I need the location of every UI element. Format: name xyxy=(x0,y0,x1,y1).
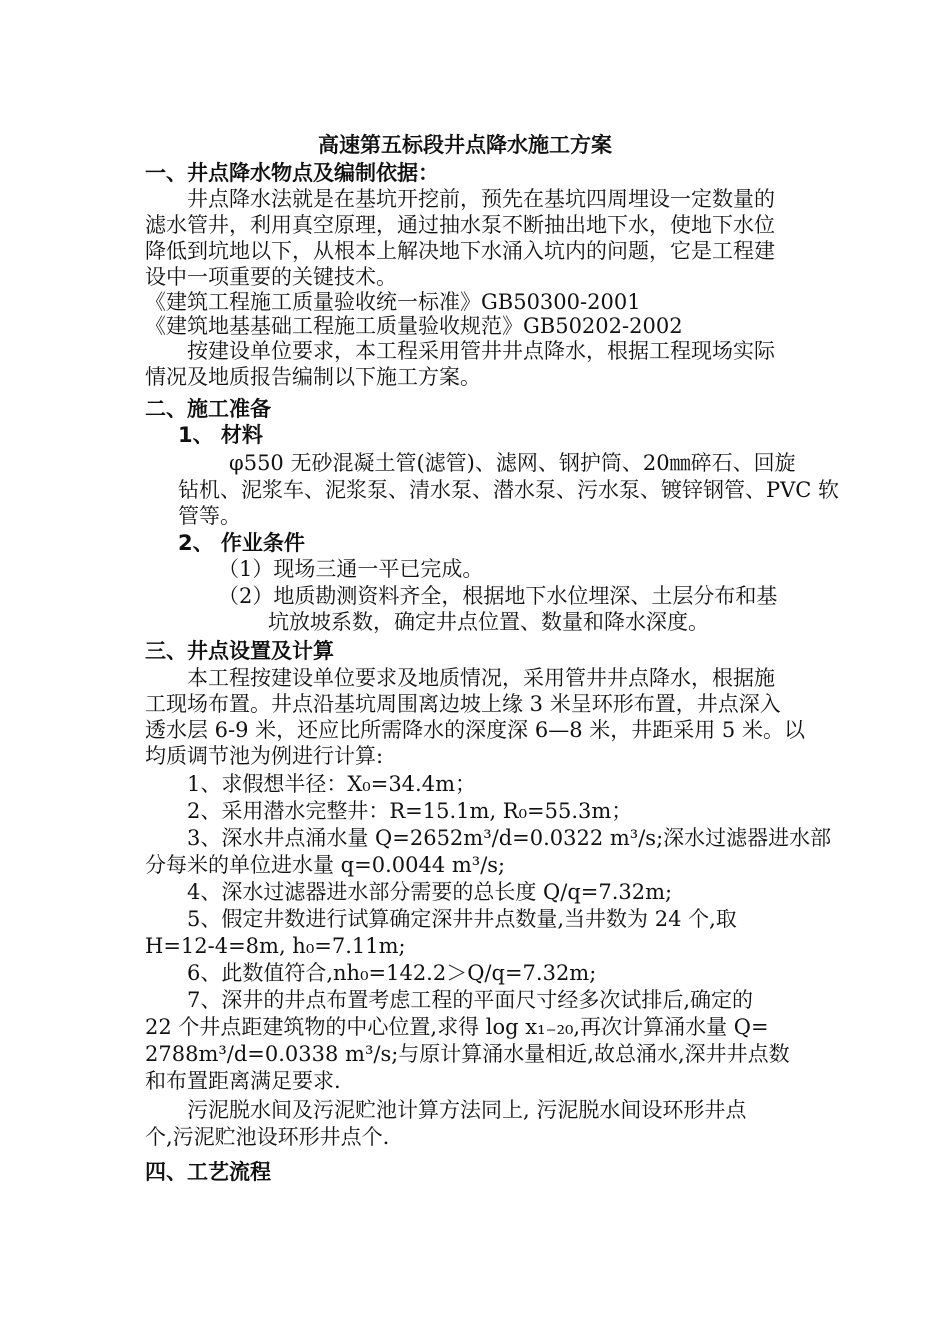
calc-step-continuation: 22 个井点距建筑物的中心位置,求得 log x₁₋₂₀,再次计算涌水量 Q= xyxy=(145,1015,769,1039)
calc-step: 2、采用潜水完整井：R=15.1m, R₀=55.3m； xyxy=(187,799,633,823)
paragraph-line: 按建设单位要求，本工程采用管井井点降水，根据工程现场实际 xyxy=(187,339,775,363)
paragraph-line: 均质调节池为例进行计算: xyxy=(145,744,384,768)
calc-step: 3、深水井点涌水量 Q=2652m³/d=0.0322 m³/s;深水过滤器进水部 xyxy=(187,826,832,850)
list-item-continuation: 坑放坡系数，确定井点位置、数量和降水深度。 xyxy=(268,610,709,634)
calc-step-continuation: 2788m³/d=0.0338 m³/s;与原计算涌水量相近,故总涌水,深井井点数 xyxy=(145,1042,790,1066)
section-heading-1: 一、井点降水物点及编制依据： xyxy=(145,161,439,185)
calc-step: 7、深井的井点布置考虑工程的平面尺寸经多次试排后,确定的 xyxy=(187,988,754,1012)
standard-reference: 《建筑地基基础工程施工质量验收规范》GB50202-2002 xyxy=(145,314,683,338)
paragraph-line: 井点降水法就是在基坑开挖前，预先在基坑四周埋设一定数量的 xyxy=(187,187,775,211)
section-heading-4: 四、工艺流程 xyxy=(145,1160,271,1184)
standard-reference: 《建筑工程施工质量验收统一标准》GB50300-2001 xyxy=(145,290,641,314)
paragraph-line: 污泥脱水间及污泥贮池计算方法同上, 污泥脱水间设环形井点 xyxy=(187,1098,747,1122)
calc-step: 6、此数值符合,nh₀=142.2＞Q/q=7.32m; xyxy=(187,961,597,985)
calc-step-continuation: 和布置距离满足要求. xyxy=(145,1069,341,1093)
document-title: 高速第五标段井点降水施工方案 xyxy=(318,133,612,157)
list-item: （2）地质勘测资料齐全，根据地下水位埋深、土层分布和基 xyxy=(218,584,778,608)
calc-step: 5、假定井数进行试算确定深井井点数量,当井数为 24 个,取 xyxy=(187,907,737,931)
paragraph-line: 透水层 6-9 米，还应比所需降水的深度深 6—8 米，井距采用 5 米。以 xyxy=(145,718,805,742)
paragraph-line: 情况及地质报告编制以下施工方案。 xyxy=(145,365,481,389)
paragraph-line: 工现场布置。井点沿基坑周围离边坡上缘 3 米呈环形布置，井点深入 xyxy=(145,692,781,716)
paragraph-line: 滤水管井，利用真空原理，通过抽水泵不断抽出地下水，使地下水位 xyxy=(145,213,775,237)
subsection-heading-materials: 1、 材料 xyxy=(178,423,263,447)
calc-step-continuation: 分每米的单位进水量 q=0.0044 m³/s; xyxy=(145,853,506,877)
paragraph-line: 个,污泥贮池设环形井点个. xyxy=(145,1125,390,1149)
paragraph-line: 降低到坑地以下，从根本上解决地下水涌入坑内的问题，它是工程建 xyxy=(145,239,775,263)
section-heading-3: 三、井点设置及计算 xyxy=(145,639,334,663)
paragraph-line: 钻机、泥浆车、泥浆泵、清水泵、潜水泵、污水泵、镀锌钢管、PVC 软 xyxy=(178,478,840,502)
calc-step-continuation: H=12-4=8m, h₀=7.11m; xyxy=(145,934,406,958)
paragraph-line: φ550 无砂混凝土管(滤管)、滤网、钢护筒、20㎜碎石、回旋 xyxy=(229,451,796,475)
subsection-heading-conditions: 2、 作业条件 xyxy=(178,531,305,555)
list-item: （1）现场三通一平已完成。 xyxy=(218,557,484,581)
section-heading-2: 二、施工准备 xyxy=(145,397,271,421)
paragraph-line: 管等。 xyxy=(178,504,241,528)
paragraph-line: 本工程按建设单位要求及地质情况，采用管井井点降水，根据施 xyxy=(187,666,775,690)
paragraph-line: 设中一项重要的关键技术。 xyxy=(145,265,397,289)
calc-step: 4、深水过滤器进水部分需要的总长度 Q/q=7.32m; xyxy=(187,880,673,904)
calc-step: 1、求假想半径：X₀=34.4m； xyxy=(187,772,476,796)
